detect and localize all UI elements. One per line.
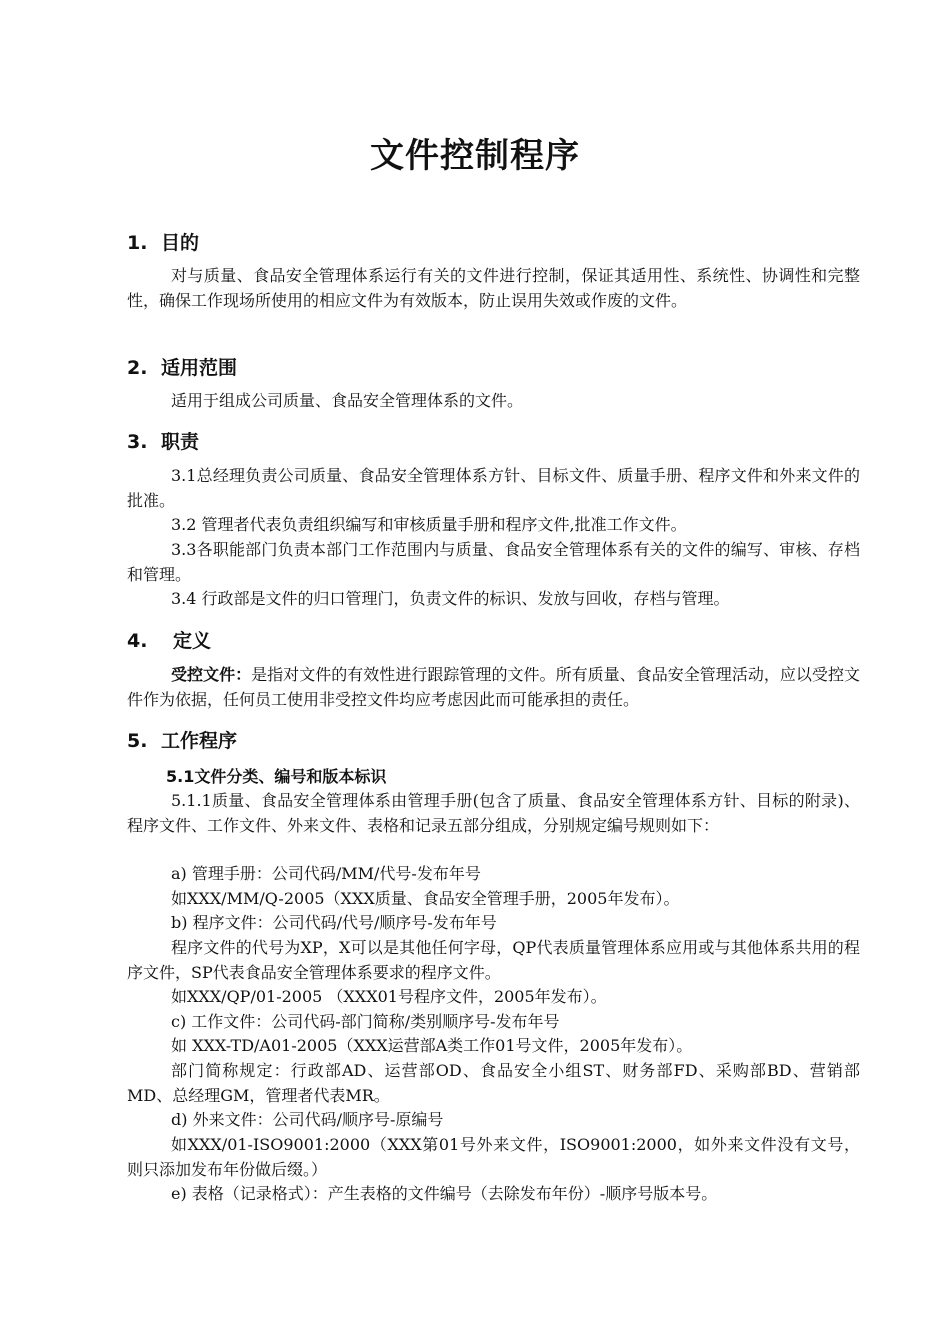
responsibility-item: 3.4 行政部是文件的归口管理门，负责文件的标识、发放与回收，存档与管理。 [171,589,730,608]
procedure-line: 5.1.1质量、食品安全管理体系由管理手册(包含了质量、食品安全管理体系方针、目标的附录)、程序文件、工作文件、外来文件、表格和记录五部分组成，分别规定编号规则如下： [127,791,860,835]
procedure-line: b) 程序文件：公司代码/代号/顺序号-发布年号 [171,913,497,932]
section-title: 工作程序 [161,730,238,752]
section-number: 2. [127,357,148,379]
procedure-line: c) 工作文件：公司代码-部门简称/类别顺序号-发布年号 [171,1012,560,1031]
procedure-line: 如 XXX-TD/A01-2005（XXX运营部A类工作01号文件，2005年发布）。 [171,1036,693,1055]
definition-paragraph [127,663,860,712]
procedure-line: e) 表格（记录格式）：产生表格的文件编号（去除发布年份）-顺序号版本号。 [171,1184,718,1203]
section-5-heading [127,726,237,753]
section-1-text: 对与质量、食品安全管理体系运行有关的文件进行控制，保证其适用性、系统性、协调性和完整性，确保工作现场所使用的相应文件为有效版本，防止误用失效或作废的文件。 [127,266,860,310]
definition-text: 是指对文件的有效性进行跟踪管理的文件。所有质量、食品安全管理活动，应以受控文件作为依据，任何员工使用非受控文件均应考虑因此而可能承担的责任。 [127,665,860,709]
responsibility-item: 3.3各职能部门负责本部门工作范围内与质量、食品安全管理体系有关的文件的编写、审核、存档和管理。 [127,540,860,584]
procedure-line: 如XXX/01-ISO9001:2000（XXX第01号外来文件，ISO9001:2000，如外来文件没有文号，则只添加发布年份做后缀。） [127,1135,860,1179]
section-4-heading [127,626,211,653]
section-number: 4. [127,630,148,652]
section-title: 目的 [161,232,200,254]
section-number: 5. [127,730,148,752]
definition-term: 受控文件： [171,665,252,684]
procedure-line: 程序文件的代号为XP，X可以是其他任何字母，QP代表质量管理体系应用或与其他体系共用的程序文件，SP代表食品安全管理体系要求的程序文件。 [127,938,860,982]
section-2-text: 适用于组成公司质量、食品安全管理体系的文件。 [171,391,524,410]
responsibility-item: 3.1总经理负责公司质量、食品安全管理体系方针、目标文件、质量手册、程序文件和外来文件的批准。 [127,466,860,510]
section-title: 职责 [161,431,200,453]
section-title: 适用范围 [161,357,238,379]
procedure-line: 部门简称规定：行政部AD、运营部OD、食品安全小组ST、财务部FD、采购部BD、营销部MD、总经理GM，管理者代表MR。 [127,1061,860,1105]
section-number: 1. [127,232,148,254]
procedure-line: 如XXX/MM/Q-2005（XXX质量、食品安全管理手册，2005年发布）。 [171,889,680,908]
responsibility-item: 3.2 管理者代表负责组织编写和审核质量手册和程序文件,批准工作文件。 [171,515,687,534]
section-title: 定义 [173,630,212,652]
procedure-line: 如XXX/QP/01-2005 （XXX01号程序文件，2005年发布）。 [171,987,607,1006]
section-1-heading [127,228,199,255]
document-title: 文件控制程序 [370,136,580,176]
subsection-heading: 5.1文件分类、编号和版本标识 [166,767,387,786]
section-number: 3. [127,431,148,453]
section-3-heading [127,427,199,454]
procedure-line: d) 外来文件：公司代码/顺序号-原编号 [171,1110,444,1129]
procedure-line: a) 管理手册：公司代码/MM/代号-发布年号 [171,864,481,883]
section-2-heading [127,353,237,380]
